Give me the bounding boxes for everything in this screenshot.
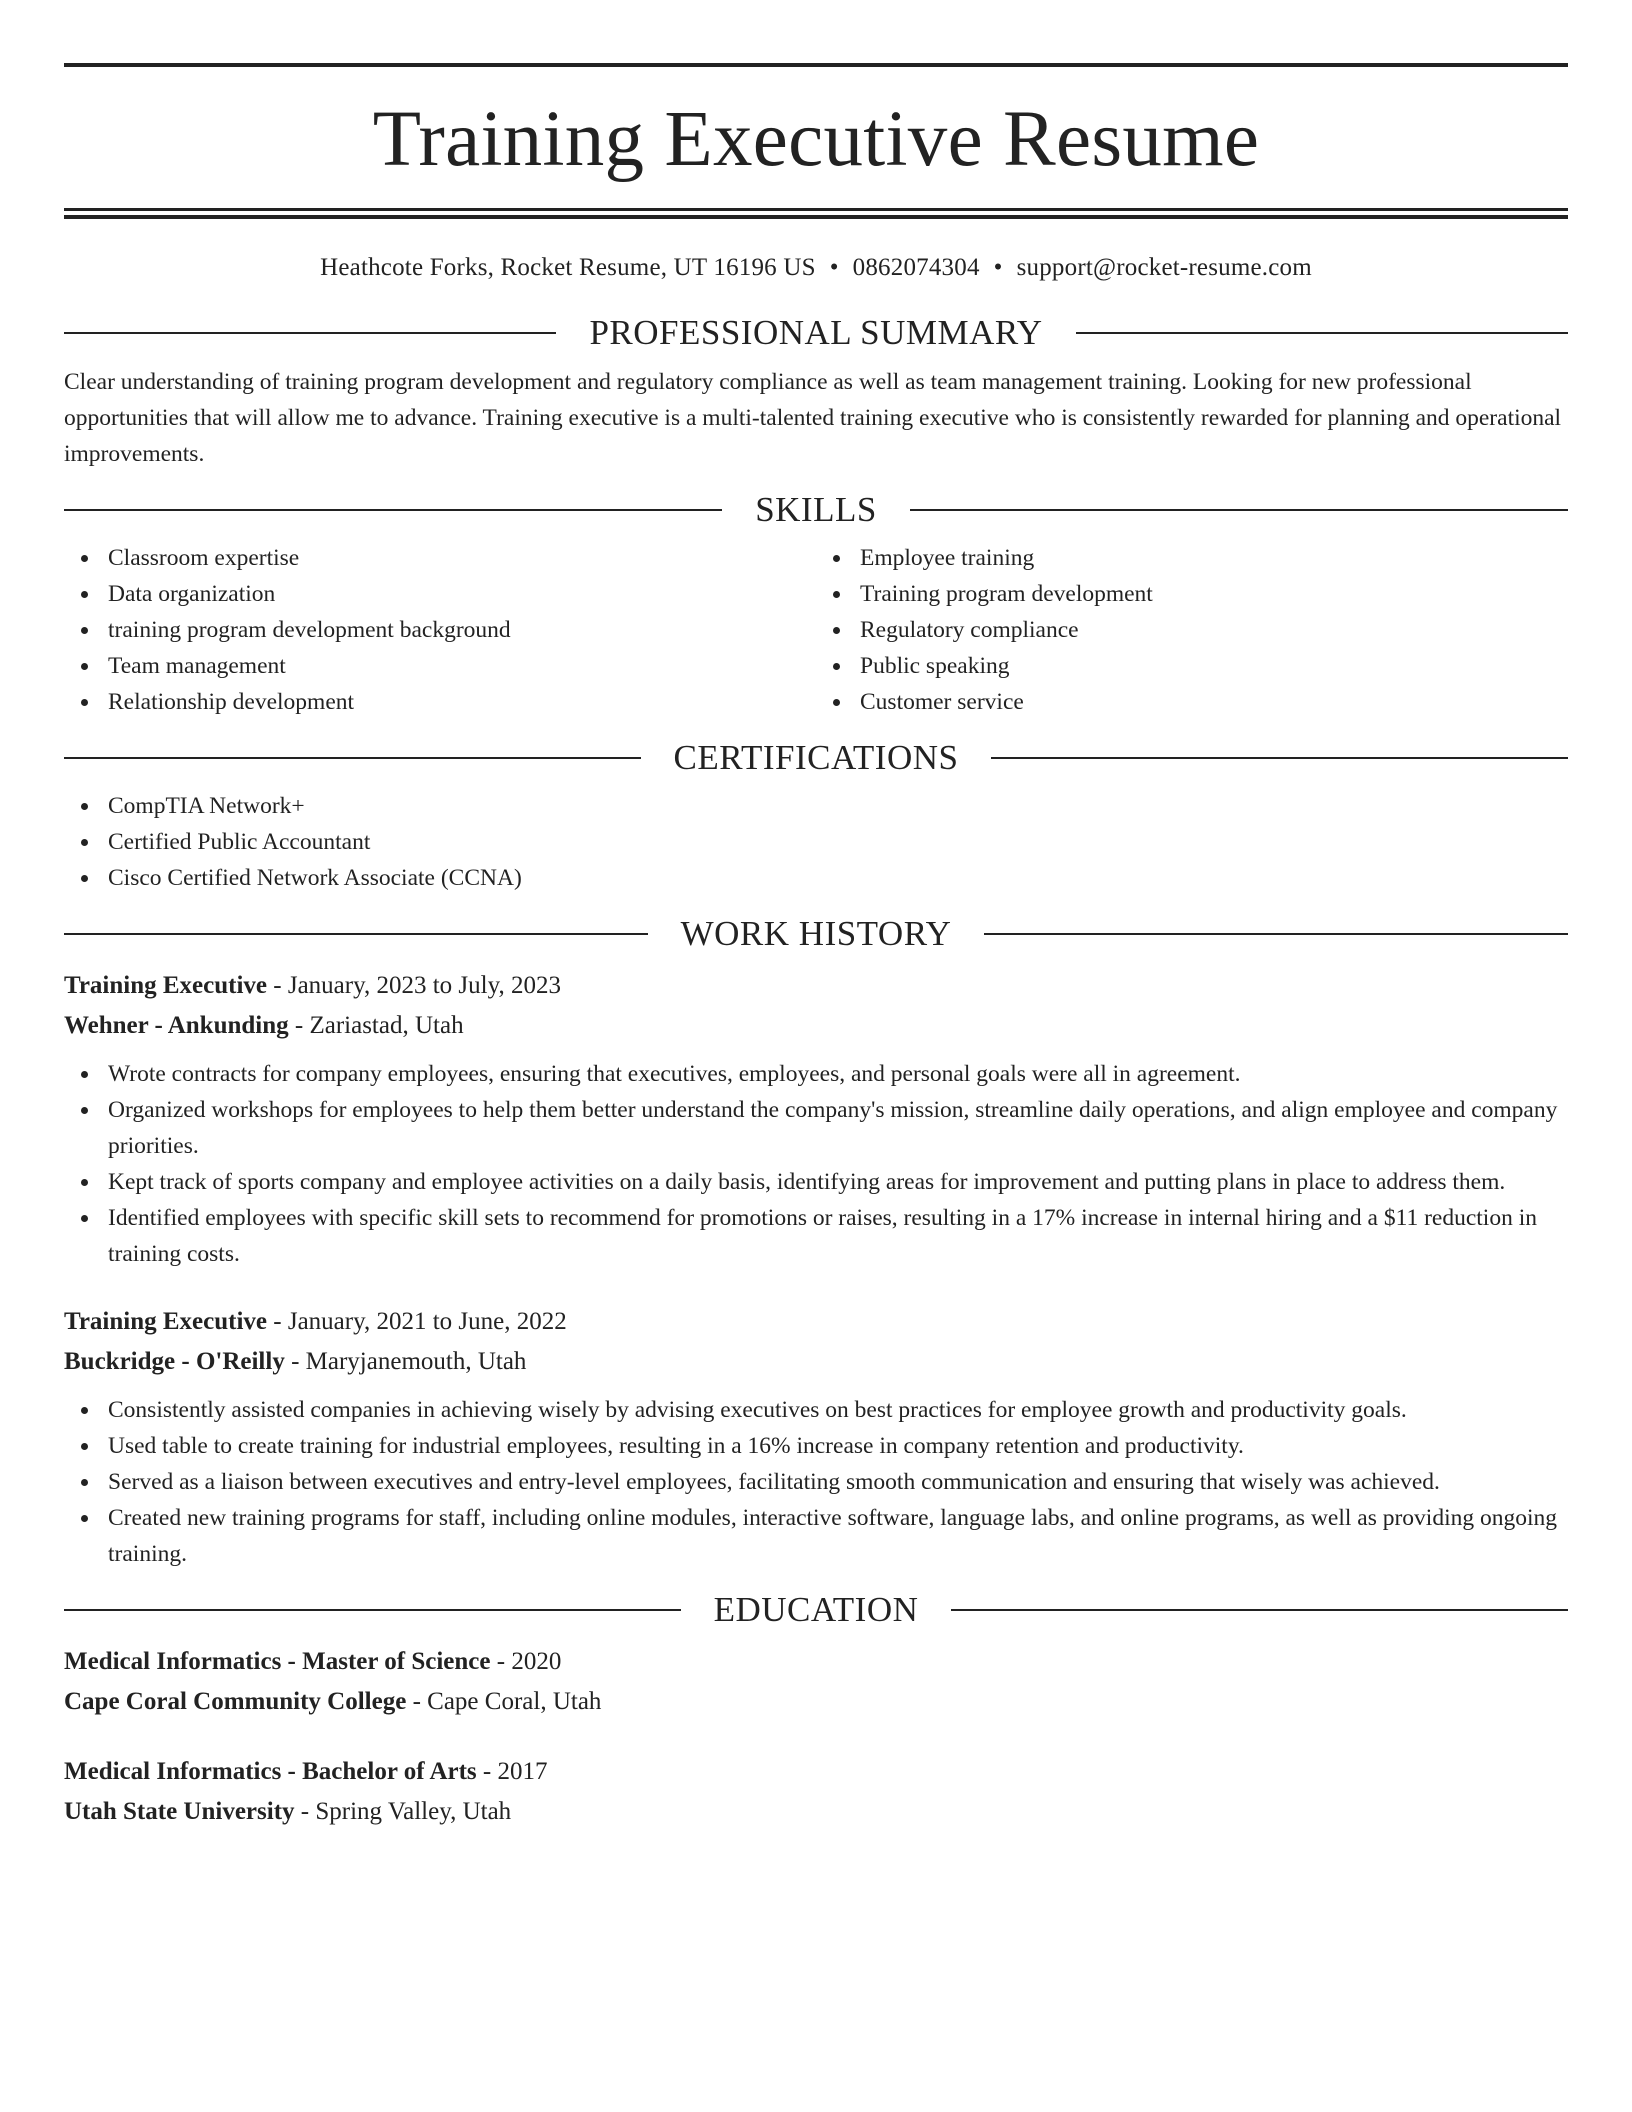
certifications-title: CERTIFICATIONS <box>673 738 959 777</box>
job-dates: - January, 2021 to June, 2022 <box>267 1308 567 1335</box>
certifications-heading <box>64 738 1568 778</box>
education-school: Cape Coral Community College <box>64 1688 407 1715</box>
skill-item: Data organization <box>64 576 816 612</box>
skill-item: Public speaking <box>816 648 1568 684</box>
certification-item: Certified Public Accountant <box>64 824 1568 860</box>
job-company-line <box>64 1342 1568 1382</box>
skills-column-right <box>816 540 1568 720</box>
education-degree-line <box>64 1642 1568 1682</box>
job-dates: - January, 2023 to July, 2023 <box>267 972 561 999</box>
job-company: Wehner - Ankunding <box>64 1012 289 1039</box>
certifications-list <box>64 788 1568 896</box>
job-bullet: Served as a liaison between executives and entry-level employees, facilitating smooth communication and ensuring that wisely was achieved. <box>64 1464 1568 1500</box>
skill-item: Classroom expertise <box>64 540 816 576</box>
skill-item: Employee training <box>816 540 1568 576</box>
job-bullet: Used table to create training for industrial employees, resulting in a 16% increase in company retention and productivity. <box>64 1428 1568 1464</box>
heading-rule-left <box>64 933 648 935</box>
contact-line <box>64 253 1568 283</box>
skill-item: Regulatory compliance <box>816 612 1568 648</box>
certification-item: CompTIA Network+ <box>64 788 1568 824</box>
heading-rule-left <box>64 509 722 511</box>
skills-title: SKILLS <box>755 490 877 529</box>
job-bullet: Consistently assisted companies in achieving wisely by advising executives on best practices for employee growth and productivity goals. <box>64 1392 1568 1428</box>
job-role: Training Executive <box>64 1308 268 1335</box>
education-degree: Medical Informatics - Bachelor of Arts <box>64 1758 477 1785</box>
skills-column-left <box>64 540 816 720</box>
job-role: Training Executive <box>64 972 268 999</box>
job-location: - Maryjanemouth, Utah <box>284 1348 527 1375</box>
job-bullets <box>64 1392 1568 1572</box>
education-year: - 2020 <box>490 1648 562 1675</box>
education-title: EDUCATION <box>713 1590 919 1629</box>
summary-heading <box>64 313 1568 353</box>
job-bullet: Organized workshops for employees to help them better understand the company's mission, streamline daily operations, and align employee and company priorities. <box>64 1092 1568 1164</box>
job-title-line <box>64 966 1568 1006</box>
job-entry <box>64 1302 1568 1572</box>
heading-rule-left <box>64 757 641 759</box>
job-bullet: Wrote contracts for company employees, ensuring that executives, employees, and personal goals were all in agreement. <box>64 1056 1568 1092</box>
education-school: Utah State University <box>64 1798 295 1825</box>
education-heading <box>64 1590 1568 1630</box>
contact-address: Heathcote Forks, Rocket Resume, UT 16196 US <box>320 254 816 281</box>
job-bullet: Kept track of sports company and employee activities on a daily basis, identifying areas for improvement and putting plans in place to address them. <box>64 1164 1568 1200</box>
heading-rule-left <box>64 332 556 334</box>
job-entry <box>64 966 1568 1272</box>
education-school-line <box>64 1682 1568 1722</box>
skill-item: Team management <box>64 648 816 684</box>
heading-rule-right <box>984 933 1568 935</box>
education-location: - Spring Valley, Utah <box>294 1798 512 1825</box>
skills-list <box>64 540 1568 720</box>
contact-phone: 0862074304 <box>852 254 980 281</box>
contact-separator: • <box>993 254 1003 281</box>
education-degree-line <box>64 1752 1568 1792</box>
job-bullet: Created new training programs for staff, including online modules, interactive software, language labs, and online programs, as well as providing ongoing training. <box>64 1500 1568 1572</box>
education-school-line <box>64 1792 1568 1832</box>
summary-text: Clear understanding of training program development and regulatory compliance as well as team management training. Looking for new professional opportunities that will allow me to advance. Training executive is a multi-talented training executive who is consistently rewarded for planning and operational improvements. <box>64 369 1562 467</box>
job-bullets <box>64 1056 1568 1272</box>
skill-item: training program development background <box>64 612 816 648</box>
education-year: - 2017 <box>476 1758 548 1785</box>
job-location: - Zariastad, Utah <box>288 1012 464 1039</box>
heading-rule-right <box>991 757 1568 759</box>
education-location: - Cape Coral, Utah <box>406 1688 602 1715</box>
summary-title: PROFESSIONAL SUMMARY <box>589 313 1043 352</box>
contact-email: support@rocket-resume.com <box>1016 254 1312 281</box>
job-title-line <box>64 1302 1568 1342</box>
job-company: Buckridge - O'Reilly <box>64 1348 285 1375</box>
heading-rule-left <box>64 1609 681 1611</box>
job-company-line <box>64 1006 1568 1046</box>
education-degree: Medical Informatics - Master of Science <box>64 1648 491 1675</box>
skills-heading <box>64 490 1568 530</box>
heading-rule-right <box>951 1609 1568 1611</box>
education-entry <box>64 1752 1568 1832</box>
education-entry <box>64 1642 1568 1722</box>
skill-item: Training program development <box>816 576 1568 612</box>
certification-item: Cisco Certified Network Associate (CCNA) <box>64 860 1568 896</box>
heading-rule-right <box>1076 332 1568 334</box>
work-title: WORK HISTORY <box>680 914 952 953</box>
title-double-rule <box>64 208 1568 219</box>
heading-rule-right <box>910 509 1568 511</box>
resume-title: Training Executive Resume <box>372 96 1260 183</box>
skill-item: Customer service <box>816 684 1568 720</box>
contact-separator: • <box>829 254 839 281</box>
job-bullet: Identified employees with specific skill sets to recommend for promotions or raises, resulting in a 17% increase in internal hiring and a $11 reduction in training costs. <box>64 1200 1568 1272</box>
skill-item: Relationship development <box>64 684 816 720</box>
work-heading <box>64 914 1568 954</box>
